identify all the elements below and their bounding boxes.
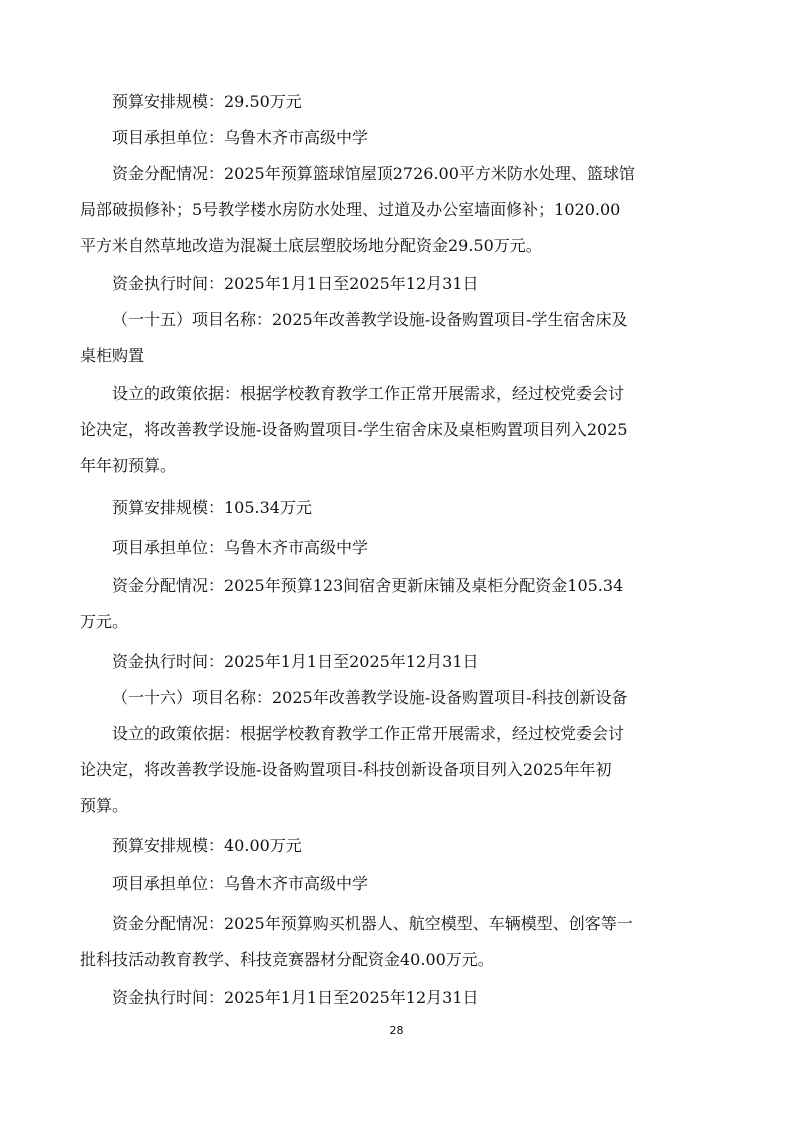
text-line: 局部破损修补；5号教学楼水房防水处理、过道及办公室墙面修补；1020.00 [80,200,621,219]
text-line: 资金分配情况：2025年预算篮球馆屋顶2726.00平方米防水处理、篮球馆 [112,164,635,183]
project-title-16 [80,680,716,716]
execution-time-1 [80,266,716,302]
responsible-unit-15 [80,530,716,566]
responsible-unit-1 [80,120,716,156]
fund-allocation-15 [80,568,716,640]
text-line: 设立的政策依据：根据学校教育教学工作正常开展需求，经过校党委会讨 [112,384,625,403]
fund-allocation-16 [80,906,716,978]
text-line: 年年初预算。 [80,456,177,475]
text-line: 项目承担单位：乌鲁木齐市高级中学 [112,874,369,893]
budget-scale-1 [80,84,716,120]
text-line: 资金执行时间：2025年1月1日至2025年12月31日 [112,988,479,1007]
text-line: 论决定，将改善教学设施-设备购置项目-科技创新设备项目列入2025年年初 [80,760,612,779]
text-line: 项目承担单位：乌鲁木齐市高级中学 [112,538,369,557]
budget-scale-16 [80,828,716,864]
policy-basis-15 [80,376,716,484]
policy-basis-16 [80,716,716,824]
text-line: 资金分配情况：2025年预算123间宿舍更新床铺及桌柜分配资金105.34 [112,576,624,595]
text-line: 万元。 [80,612,129,631]
text-line: 预算安排规模：29.50万元 [112,92,302,111]
text-line: 资金分配情况：2025年预算购买机器人、航空模型、车辆模型、创客等一 [112,914,633,933]
text-line: 论决定，将改善教学设施-设备购置项目-学生宿舍床及桌柜购置项目列入2025 [80,420,628,439]
text-line: 预算安排规模：105.34万元 [112,498,312,517]
text-line: 设立的政策依据：根据学校教育教学工作正常开展需求，经过校党委会讨 [112,724,625,743]
text-line: （一十五）项目名称：2025年改善教学设施-设备购置项目-学生宿舍床及 [112,310,628,329]
execution-time-16 [80,980,716,1016]
execution-time-15 [80,644,716,680]
text-line: 桌柜购置 [80,346,145,365]
text-line: （一十六）项目名称：2025年改善教学设施-设备购置项目-科技创新设备 [112,688,628,707]
page-number: 28 [389,1024,404,1037]
project-title-15 [80,302,716,374]
text-line: 预算安排规模：40.00万元 [112,836,302,855]
text-line: 批科技活动教育教学、科技竞赛器材分配资金40.00万元。 [80,950,494,969]
text-line: 预算。 [80,796,129,815]
budget-scale-15 [80,490,716,526]
text-line: 资金执行时间：2025年1月1日至2025年12月31日 [112,274,479,293]
responsible-unit-16 [80,866,716,902]
text-line: 项目承担单位：乌鲁木齐市高级中学 [112,128,369,147]
fund-allocation-1 [80,156,716,264]
text-line: 平方米自然草地改造为混凝土底层塑胶场地分配资金29.50万元。 [80,236,542,255]
text-line: 资金执行时间：2025年1月1日至2025年12月31日 [112,652,479,671]
